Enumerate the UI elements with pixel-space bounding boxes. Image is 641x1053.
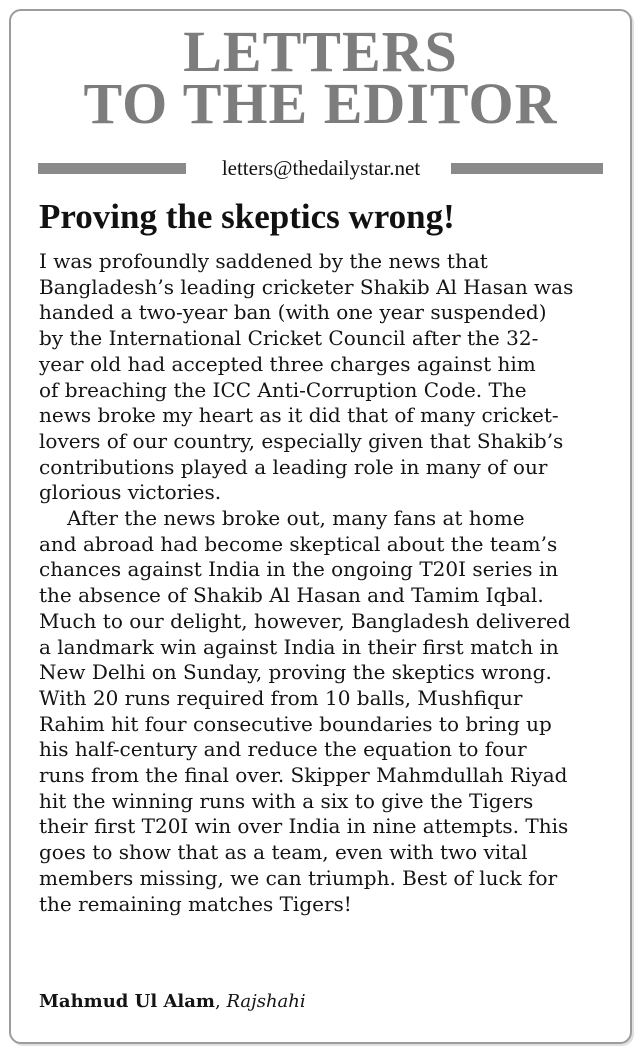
signature-separator: , [214, 991, 227, 1012]
masthead-line-1: LETTERS [183, 19, 458, 84]
letter-signature [39, 989, 306, 1015]
author-location: Rajshahi [226, 991, 306, 1012]
author-name: Mahmud Ul Alam [39, 991, 215, 1012]
letter-headline: Proving the skeptics wrong! [39, 197, 455, 236]
section-masthead [0, 19, 641, 136]
left-divider-bar [38, 163, 186, 174]
email-row [38, 155, 603, 181]
letter-body [39, 249, 609, 917]
editor-email: letters@thedailystar.net [221, 156, 421, 180]
letter-paragraph-2: After the news broke out, many fans at home and abroad had become skeptical about the team’s chances against India in the ongoing T20I series in the absence of Shakib Al Hasan and Tamim Iqbal. Much to our delight, however, Bangladesh delivered a landmark win against India in their first match in New Delhi on Sunday, proving the skeptics wrong. With 20 runs required from 10 balls, Mushfiqur Rahim hit four consecutive boundaries to bring up his half-century and reduce the equation to four runs from the final over. Skipper Mahmdullah Riyad hit the winning runs with a six to give the Tigers their first T20I win over India in nine attempts. This goes to show that as a team, even with two vital members missing, we can triumph. Best of luck for the remaining matches Tigers! [39, 506, 571, 916]
masthead-line-2: TO THE EDITOR [83, 71, 558, 136]
right-divider-bar [451, 163, 603, 174]
letter-paragraph-1: I was profoundly saddened by the news that Bangladesh’s leading cricketer Shakib Al Hasan was handed a two-year ban (with one year suspended) by the International Cricket Council after the 32- year old had accepted three charges against him of breaching the ICC Anti-Corruption Code. The news broke my heart as it did that of many cricket- lovers of our country, especially given that Shakib’s contributions played a leading role in many of our glorious victories. [39, 249, 574, 505]
